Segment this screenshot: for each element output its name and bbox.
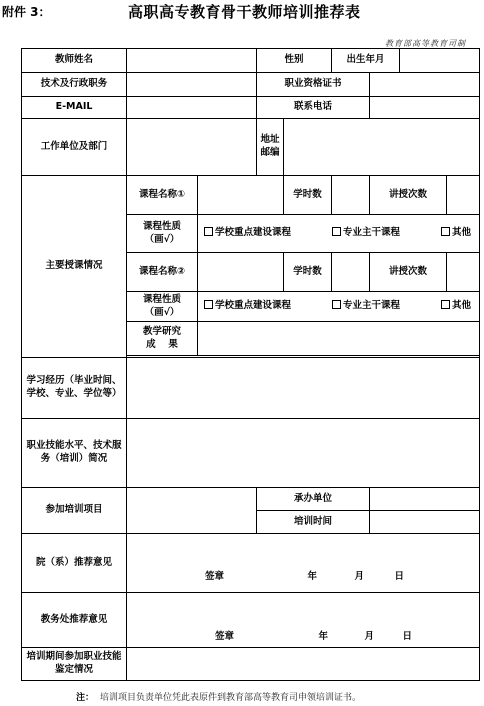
label-teaching-section: 主要授课情况 [22,176,127,358]
label-host-unit: 承办单位 [257,488,370,511]
value-skills[interactable] [127,419,480,488]
label-address-postcode [257,119,284,176]
label-course1-name: 课程名称① [127,176,198,215]
label-course2-nature [127,292,198,322]
label-course1-times: 讲授次数 [370,176,447,215]
row-college-recommend [22,534,480,593]
label-teacher-name: 教师姓名 [22,49,127,73]
label-course1-nature [127,215,198,253]
value-course1-hours[interactable] [332,176,370,215]
value-research[interactable] [198,322,480,356]
label-address: 地址 [260,134,280,146]
label-education-history: 学习经历（毕业时间、学校、专业、学位等） [22,358,127,419]
value-email[interactable] [127,97,257,119]
value-training-project[interactable] [127,488,257,534]
checkbox-icon [204,300,213,309]
option-key-label: 学校重点建设课程 [215,227,292,239]
label-birth-date: 出生年月 [332,49,400,73]
seal-label: 签章 [214,631,234,643]
year-label: 年 [318,631,328,643]
day-label: 日 [394,571,404,583]
value-qualification-cert[interactable] [370,73,480,97]
label-course2-hours: 学时数 [284,253,332,292]
attachment-label: 附件 3： [2,5,51,19]
month-label: 月 [364,631,374,643]
row-skills [22,419,480,488]
value-birth-date[interactable] [400,49,480,73]
nature-line2: （画√） [144,233,180,245]
value-education-history[interactable] [127,358,480,419]
label-research [127,322,198,356]
value-course2-times[interactable] [447,253,480,292]
value-course1-times[interactable] [447,176,480,215]
nature-line1: 课程性质 [142,293,181,305]
option-other-1[interactable] [441,227,471,240]
nature-line2: （画√） [144,306,180,318]
nature-line1: 课程性质 [142,220,181,232]
label-training-project: 参加培训项目 [22,488,127,534]
value-course2-name[interactable] [198,253,284,292]
value-teacher-name[interactable] [127,49,257,73]
label-appraisal: 培训期间参加职业技能鉴定情况 [22,648,127,681]
label-email: E-MAIL [22,97,127,119]
college-recommend-area[interactable] [127,534,480,593]
label-course1-hours: 学时数 [284,176,332,215]
label-training-time: 培训时间 [257,511,370,534]
row-work-unit [22,119,480,176]
option-other-2[interactable] [441,300,471,313]
value-address-postcode[interactable] [284,119,480,176]
value-phone[interactable] [370,97,480,119]
value-appraisal[interactable] [127,648,480,681]
row-contact [22,97,480,119]
footnote-label: 注： [76,693,95,703]
value-work-unit[interactable] [127,119,257,176]
option-key-label: 学校重点建设课程 [215,300,292,312]
research-line2: 成 果 [146,338,178,350]
page-title: 高职高专教育骨干教师培训推荐表 [128,3,361,21]
checkbox-icon [204,227,213,236]
checkbox-icon [441,227,450,236]
label-skills: 职业技能水平、技术服务（培训）简况 [22,419,127,488]
label-work-unit: 工作单位及部门 [22,119,127,176]
option-major-course-1[interactable] [332,227,400,240]
footnote [76,690,361,703]
checkbox-icon [332,227,341,236]
label-postcode: 邮编 [260,147,280,158]
year-label: 年 [307,571,317,583]
option-key-course-2[interactable] [204,300,291,313]
option-other-label: 其他 [452,300,472,312]
label-course2-name: 课程名称② [127,253,198,292]
month-label: 月 [354,571,364,583]
label-gender: 性别 [257,49,332,73]
option-major-label: 专业主干课程 [343,227,401,239]
recommendation-form [21,48,480,681]
office-recommend-area[interactable] [127,593,480,648]
footnote-text: 培训项目负责单位凭此表原件到教育部高等教育司申领培训证书。 [100,693,362,703]
value-tech-admin-post[interactable] [127,73,257,97]
row-office-recommend [22,593,480,648]
value-course1-name[interactable] [198,176,284,215]
course2-nature-options [198,292,480,322]
label-tech-admin-post: 技术及行政职务 [22,73,127,97]
label-college-recommend: 院（系）推荐意见 [22,534,127,593]
seal-label: 签章 [204,571,224,583]
label-office-recommend: 教务处推荐意见 [22,593,127,648]
option-other-label: 其他 [452,227,472,239]
row-basic-info [22,49,480,73]
option-major-course-2[interactable] [332,300,400,313]
course1-nature-options [198,215,480,253]
checkbox-icon [441,300,450,309]
row-training-host [22,488,480,511]
option-major-label: 专业主干课程 [343,300,401,312]
value-course2-hours[interactable] [332,253,370,292]
row-education [22,358,480,419]
row-course1 [22,176,480,215]
row-post [22,73,480,97]
value-training-time[interactable] [370,511,480,534]
option-key-course-1[interactable] [204,227,291,240]
day-label: 日 [402,631,412,643]
label-qualification-cert: 职业资格证书 [257,73,370,97]
label-phone: 联系电话 [257,97,370,119]
value-host-unit[interactable] [370,488,480,511]
issuer-label: 教育部高等教育司制 [385,39,466,48]
checkbox-icon [332,300,341,309]
row-appraisal [22,648,480,681]
research-line1: 教学研究 [142,325,181,337]
label-course2-times: 讲授次数 [370,253,447,292]
